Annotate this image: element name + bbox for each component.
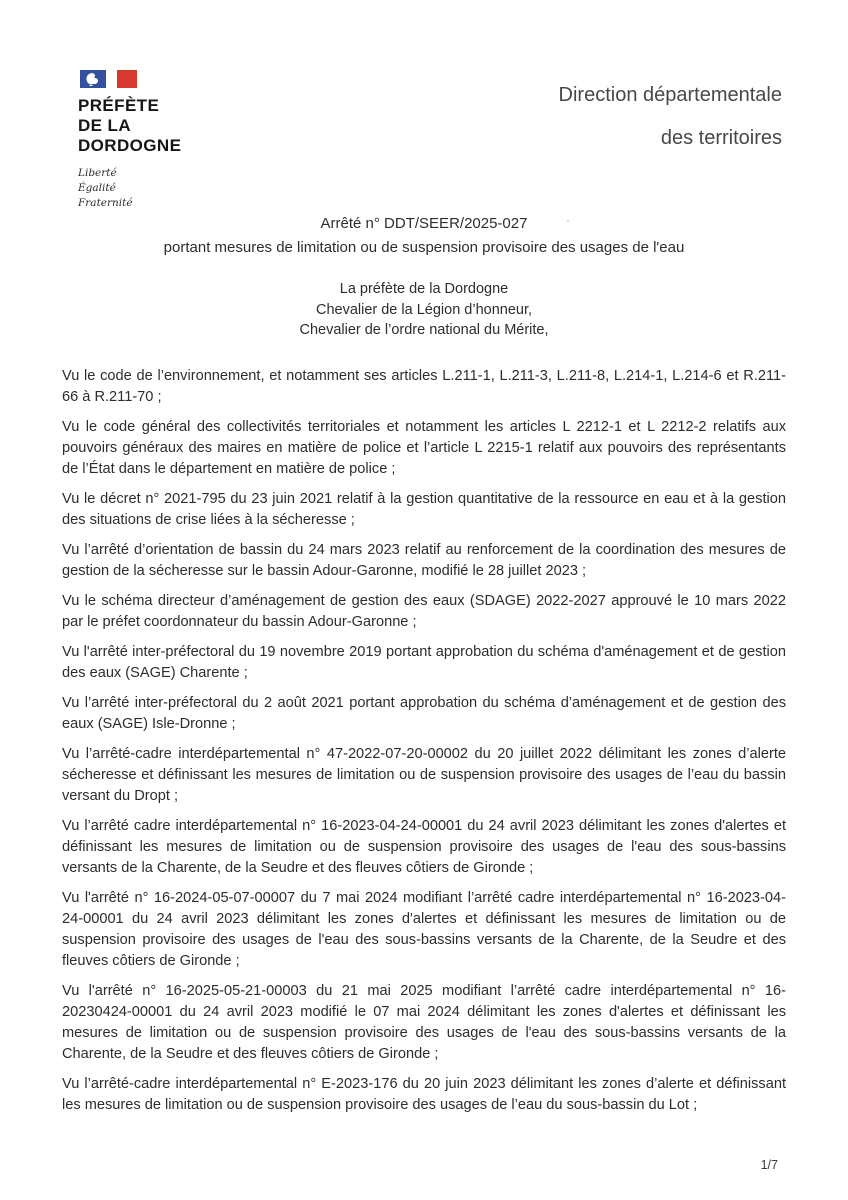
recital-paragraph: Vu l’arrêté cadre interdépartemental n° 16-2023-04-24-00001 du 24 avril 2023 délimitant les zones d'alertes et définissant les mesures de limitation ou de suspension provisoire des usages de l'eau des sous-bassins versants de la Charente, de la Seudre et des fleuves côtiers de Gironde ; [62,818,786,876]
recital-paragraph: Vu le décret n° 2021-795 du 23 juin 2021 relatif à la gestion quantitative de la ressource en eau et à la gestion des situations de crise liées à la sécheresse ; [62,491,786,528]
prefecture-region-line1: PRÉFÈTE [78,96,160,115]
recital-paragraph: Vu l’arrêté inter-préfectoral du 2 août 2021 portant approbation du schéma d’aménagement et de gestion des eaux (SAGE) Isle-Dronne ; [62,695,786,732]
prefecture-logo [78,70,181,211]
decree-title [62,212,786,260]
recitals-section [62,366,786,1125]
scan-artifact: · [566,213,570,227]
republic-motto [78,166,181,211]
recital-paragraph: Vu l'arrêté inter-préfectoral du 19 novembre 2019 portant approbation du schéma d'aménagement et de gestion des eaux (SAGE) Charente ; [62,644,786,681]
recital-paragraph: Vu le schéma directeur d’aménagement de gestion des eaux (SDAGE) 2022-2027 approuvé le 10 mars 2022 par le préfet coordonnateur du bassin Adour-Garonne ; [62,593,786,630]
recital-paragraph: Vu l'arrêté n° 16-2024-05-07-00007 du 7 mai 2024 modifiant l’arrêté cadre interdépartemental n° 16-2023-04-24-00001 du 24 avril 2023 délimitant les zones d'alertes et définissant les mesures de limitation ou de suspension provisoire des usages de l'eau des sous-bassins versants de la Charente, de la Seudre et des fleuves côtiers de Gironde ; [62,890,786,969]
issuing-service [559,74,782,160]
motto-fraternite: Fraternité [78,197,133,209]
recital-paragraph: Vu l’arrêté-cadre interdépartemental n° 47-2022-07-20-00002 du 20 juillet 2022 délimitant les zones d’alerte sécheresse et définissant les mesures de limitation ou de suspension provisoire des usages de l’eau du bassin versant du Dropt ; [62,746,786,804]
recital-paragraph: Vu le code général des collectivités territoriales et notamment les articles L 2212-1 et L 2212-2 relatifs aux pouvoirs généraux des maires en matière de police et l’article L 2215-1 relatif aux pouvoirs des représentants de l’État dans le département en matière de police ; [62,419,786,477]
motto-egalite: Égalité [78,182,116,194]
prefecture-region-name [78,96,181,156]
recital-paragraph: Vu l’arrêté-cadre interdépartemental n° E-2023-176 du 20 juin 2023 délimitant les zones d’alerte et définissant les mesures de limitation ou de suspension provisoire des usages de l’eau du sous-bassin du Lot ; [62,1076,786,1113]
motto-liberte: Liberté [78,167,117,179]
prefecture-region-line2: DE LA [78,116,131,135]
issuing-service-line1: Direction départementale [558,84,782,106]
recital-paragraph: Vu le code de l’environnement, et notamment ses articles L.211-1, L.211-3, L.211-8, L.214-1, L.214-6 et R.211-66 à R.211-70 ; [62,368,786,405]
decree-number: Arrêté n° DDT/SEER/2025-027 [320,215,528,232]
french-flag-marianne-icon [80,70,138,89]
recital-paragraph: Vu l'arrêté n° 16-2025-05-21-00003 du 21 mai 2025 modifiant l’arrêté cadre interdépartemental n° 16-20230424-00001 du 24 avril 2023 modifié le 07 mai 2024 délimitant les zones d'alertes et définissant les mesures de limitation ou de suspension provisoire des usages de l'eau des sous-bassins versants de la Charente, de la Seudre et des fleuves côtiers de Gironde ; [62,983,786,1062]
decree-subject: portant mesures de limitation ou de suspension provisoire des usages de l'eau [163,239,685,256]
prefecture-region-line3: DORDOGNE [78,136,182,155]
page-number: 1/7 [760,1158,778,1172]
signing-authority [62,279,786,341]
authority-name: La préfète de la Dordogne [339,281,509,297]
recital-paragraph: Vu l’arrêté d’orientation de bassin du 24 mars 2023 relatif au renforcement de la coordination des mesures de gestion de la sécheresse sur le bassin Adour-Garonne, modifié le 28 juillet 2023 ; [62,542,786,579]
authority-honor-2: Chevalier de l’ordre national du Mérite, [299,322,549,338]
authority-honor-1: Chevalier de la Légion d’honneur, [315,301,533,318]
issuing-service-line2: des territoires [660,127,782,149]
